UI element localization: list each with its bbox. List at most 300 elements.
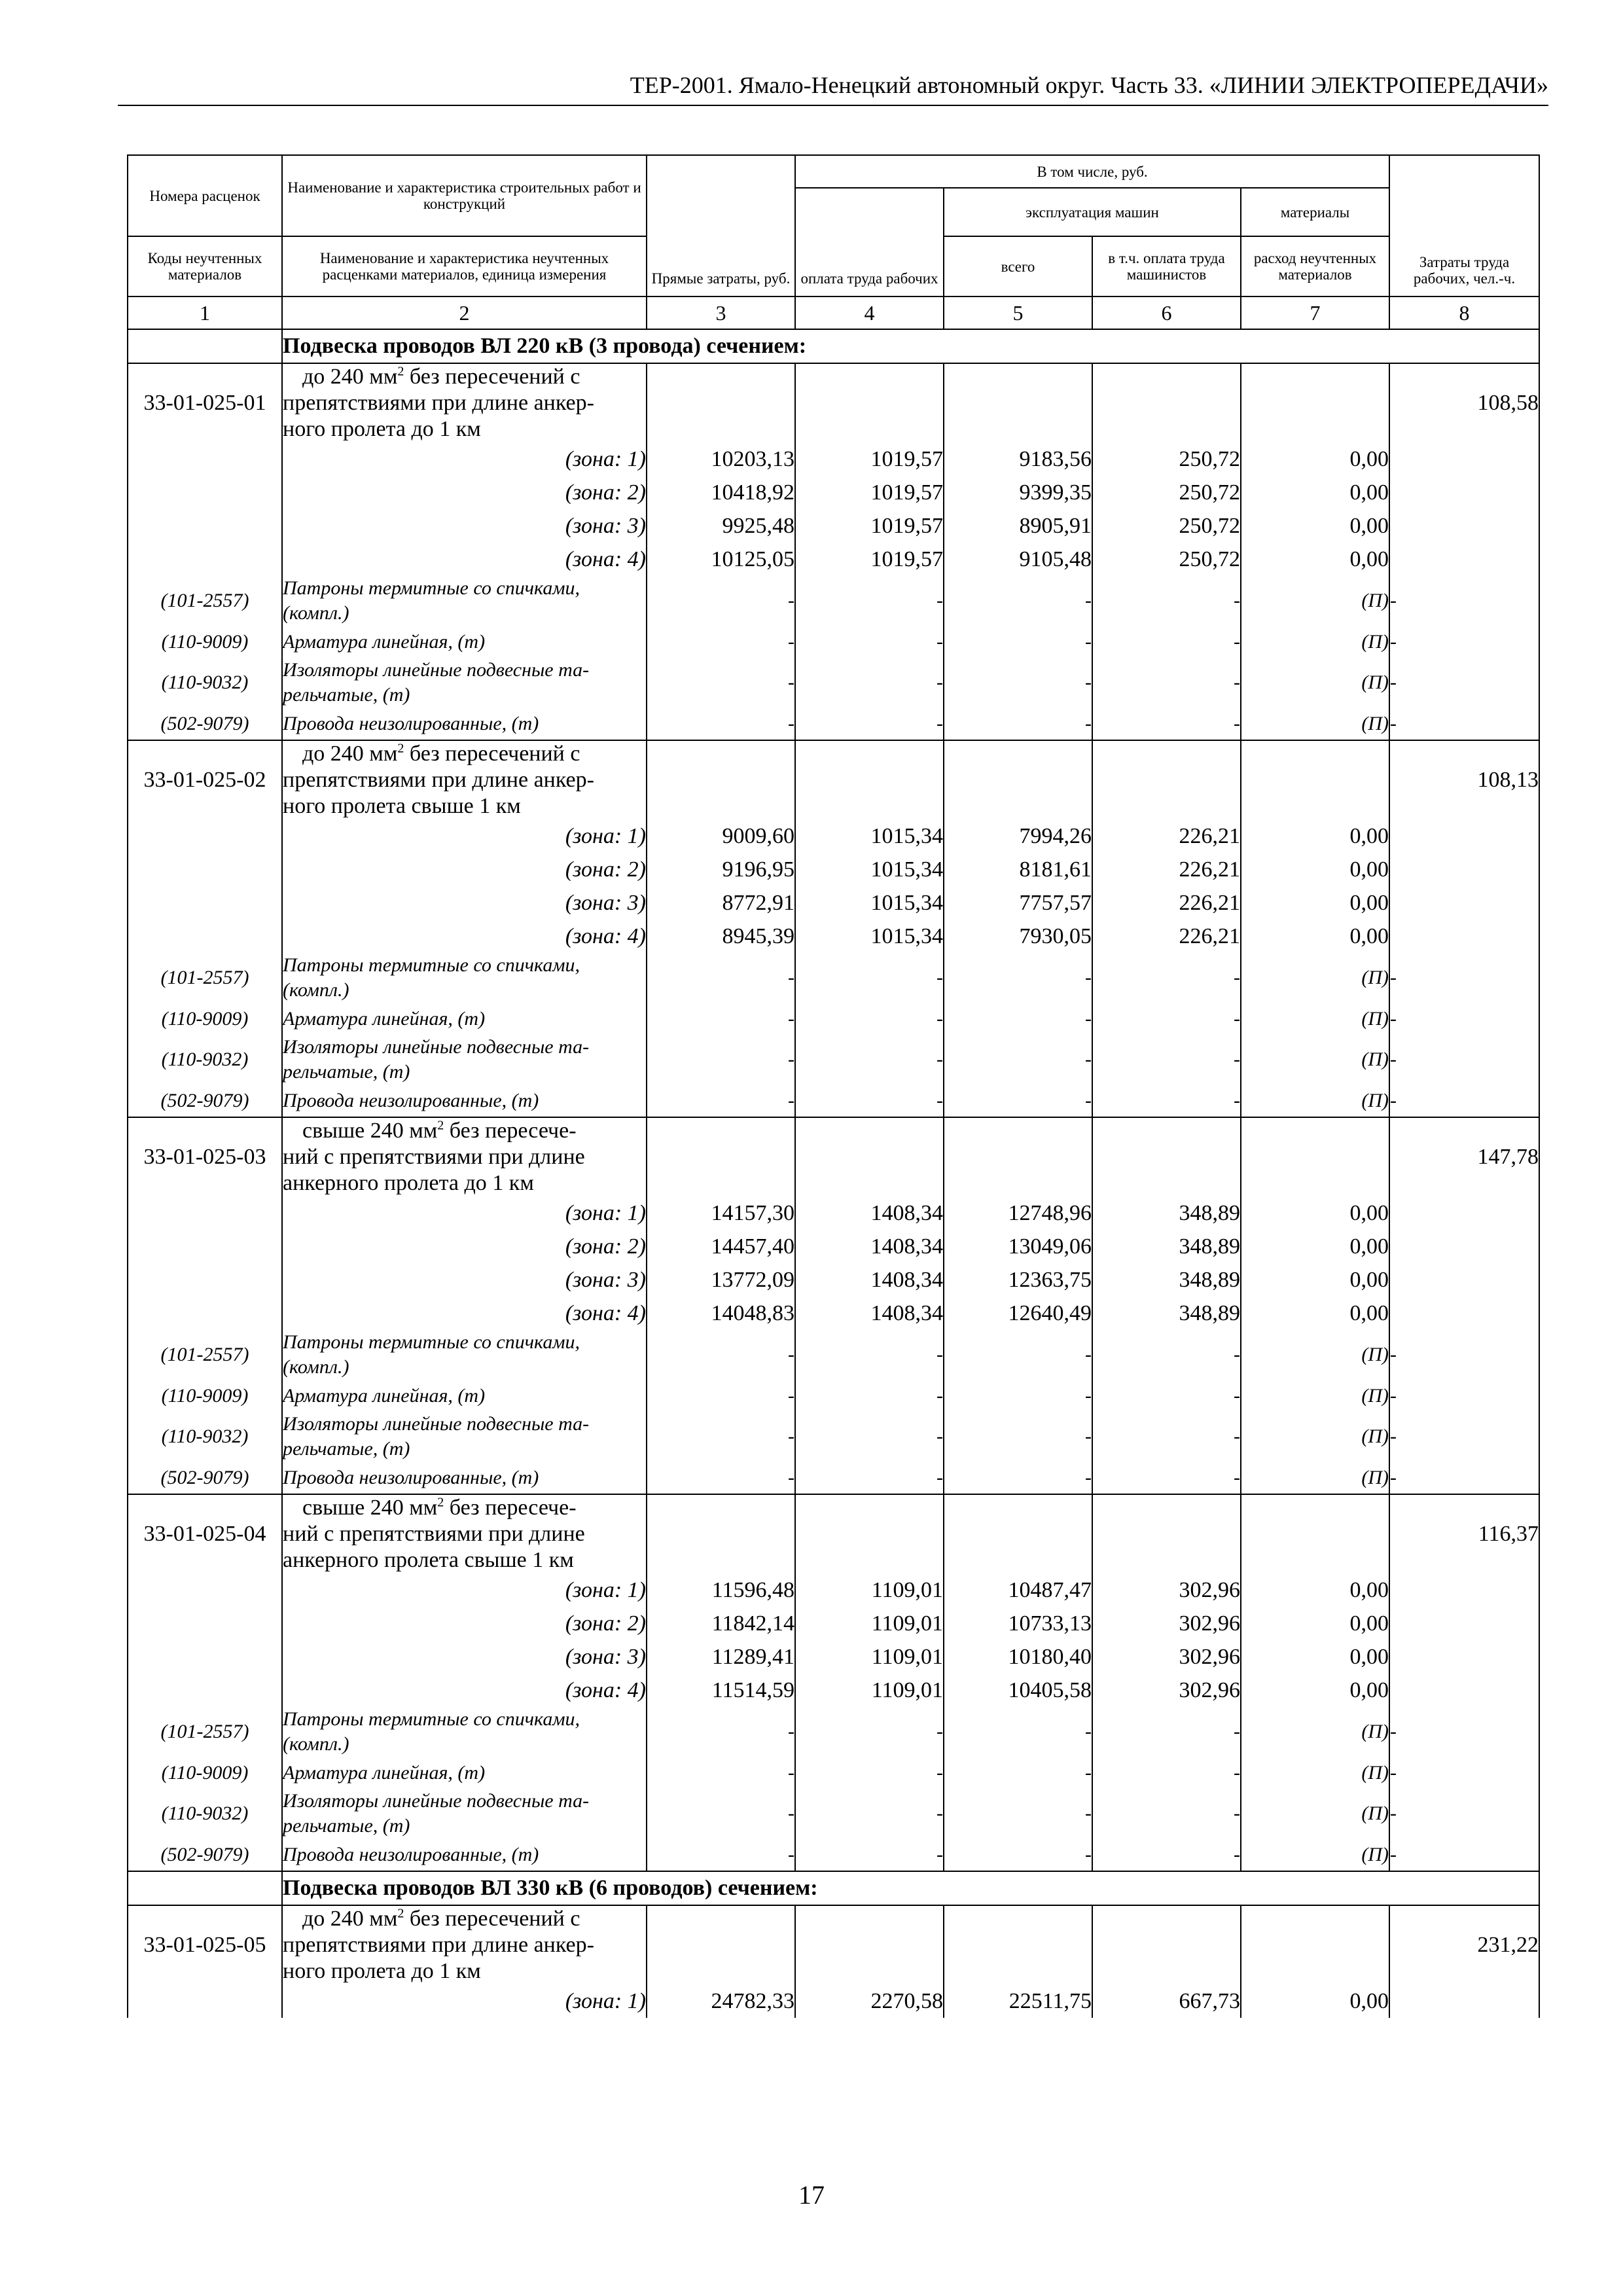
description-text: препятствиями при длине анкер- [283,391,594,415]
superscript: 2 [437,1495,444,1510]
material-description-line: (компл.) [283,1733,349,1755]
material-code: (110-9009) [128,1757,282,1789]
material-row [128,1757,1539,1789]
material-description-line: (компл.) [283,602,349,624]
material-description-line: Арматура линейная, (т) [283,1384,486,1407]
column-number: 8 [1389,296,1539,329]
section-title: Подвеска проводов ВЛ 330 кВ (6 проводов) сечением: [282,1871,1539,1905]
zone-row [128,1230,1539,1263]
direct-costs: 11289,41 [647,1640,795,1674]
machines-total: 7930,05 [944,920,1092,953]
rate-description [282,1905,647,1984]
material-description [282,1380,647,1412]
materials-value: 0,00 [1241,920,1389,953]
zone-row [128,1297,1539,1330]
dash-value: - [1092,1412,1241,1462]
worker-pay: 1109,01 [795,1640,944,1674]
section-left-cell [128,1871,282,1905]
material-row [128,1035,1539,1085]
description-text: ного пролета до 1 км [283,417,481,441]
dash-value: - [1092,1789,1241,1839]
empty-cell [944,1905,1092,1984]
material-description-line: Арматура линейная, (т) [283,1761,486,1784]
empty-cell [128,476,282,509]
empty-cell [1389,1640,1539,1674]
worker-pay: 1015,34 [795,853,944,886]
material-mark: (П) [1241,1707,1389,1757]
rate-row [128,363,1539,442]
material-description [282,1789,647,1839]
material-mark: (П) [1241,1412,1389,1462]
material-code: (502-9079) [128,1085,282,1117]
empty-cell [1241,1905,1389,1984]
machinist-pay: 348,89 [1092,1196,1241,1230]
empty-cell [944,1117,1092,1196]
labor-costs: 108,58 [1389,363,1539,442]
dash-value: - [1092,708,1241,740]
empty-cell [128,853,282,886]
material-code: (110-9009) [128,1380,282,1412]
description-line [283,364,646,390]
direct-costs: 14157,30 [647,1196,795,1230]
empty-cell [128,1984,282,2018]
column-number: 2 [282,296,647,329]
empty-cell [1389,1230,1539,1263]
material-description-line: Арматура линейная, (т) [283,630,486,653]
material-mark: (П) [1241,1380,1389,1412]
zone-label: (зона: 4) [282,1674,647,1707]
column-number: 3 [647,296,795,329]
dash-value: - [1092,1707,1241,1757]
materials-value: 0,00 [1241,509,1389,543]
machines-total: 12748,96 [944,1196,1092,1230]
header-rule [118,105,1548,106]
rate-row [128,1905,1539,1984]
dash-value: - [1389,1330,1539,1380]
zone-row [128,920,1539,953]
material-code: (502-9079) [128,708,282,740]
material-description [282,1330,647,1380]
zone-label: (зона: 4) [282,543,647,576]
direct-costs: 8945,39 [647,920,795,953]
header-code-bottom: Коды неучтенных материалов [128,236,282,296]
material-description [282,708,647,740]
dash-value: - [647,1380,795,1412]
material-mark: (П) [1241,1757,1389,1789]
zone-label: (зона: 3) [282,886,647,920]
worker-pay: 1015,34 [795,920,944,953]
material-row [128,1380,1539,1412]
dash-value: - [1092,1462,1241,1494]
empty-cell [1389,543,1539,576]
labor-costs: 116,37 [1389,1494,1539,1573]
material-row [128,1412,1539,1462]
material-description-line: Арматура линейная, (т) [283,1007,486,1030]
dash-value: - [944,1380,1092,1412]
zone-label: (зона: 4) [282,1297,647,1330]
dash-value: - [647,1707,795,1757]
dash-value: - [795,1412,944,1462]
dash-value: - [944,1462,1092,1494]
zone-row [128,543,1539,576]
header-machinist-pay: в т.ч. оплата труда машинистов [1092,236,1241,296]
material-description-line: Патроны термитные со спичками, [283,1331,580,1353]
description-text: без пересечений с [404,742,580,766]
empty-cell [647,363,795,442]
empty-cell [128,920,282,953]
empty-cell [795,363,944,442]
dash-value: - [795,1085,944,1117]
empty-cell [128,1607,282,1640]
machinist-pay: 226,21 [1092,920,1241,953]
machinist-pay: 226,21 [1092,886,1241,920]
header-machines: эксплуатация машин [944,188,1241,236]
dash-value: - [647,1330,795,1380]
direct-costs: 8772,91 [647,886,795,920]
zone-label: (зона: 2) [282,853,647,886]
dash-value: - [647,1462,795,1494]
material-description [282,953,647,1003]
machines-total: 12640,49 [944,1297,1092,1330]
material-description [282,576,647,626]
empty-cell [1389,1984,1539,2018]
material-description [282,1003,647,1035]
dash-value: - [1092,626,1241,658]
direct-costs: 11596,48 [647,1573,795,1607]
description-text: без пересечений с [404,1907,580,1931]
material-description-line: Провода неизолированные, (т) [283,1089,539,1111]
materials-value: 0,00 [1241,1674,1389,1707]
superscript: 2 [437,1118,444,1133]
materials-value: 0,00 [1241,1607,1389,1640]
material-description-line: Провода неизолированные, (т) [283,712,539,734]
dash-value: - [795,576,944,626]
material-description-line: Патроны термитные со спичками, [283,954,580,976]
empty-cell [1389,1297,1539,1330]
dash-value: - [1092,1085,1241,1117]
zone-row [128,819,1539,853]
dash-value: - [1092,1757,1241,1789]
material-description-line: Патроны термитные со спичками, [283,577,580,599]
description-line [283,390,646,416]
dash-value: - [944,1757,1092,1789]
rate-code: 33-01-025-04 [128,1494,282,1573]
labor-costs: 108,13 [1389,740,1539,819]
rate-description [282,1494,647,1573]
worker-pay: 1408,34 [795,1230,944,1263]
dash-value: - [1092,1035,1241,1085]
zone-row [128,1674,1539,1707]
dash-value: - [944,658,1092,708]
zone-label: (зона: 3) [282,1263,647,1297]
machines-total: 7994,26 [944,819,1092,853]
empty-cell [128,1297,282,1330]
material-row [128,576,1539,626]
empty-cell [1092,1494,1241,1573]
empty-cell [944,1494,1092,1573]
material-description-line: Провода неизолированные, (т) [283,1466,539,1488]
zone-label: (зона: 1) [282,819,647,853]
empty-cell [944,363,1092,442]
description-line [283,1958,646,1984]
dash-value: - [1092,658,1241,708]
empty-cell [128,1674,282,1707]
material-description-line: Изоляторы линейные подвесные та- [283,1790,590,1812]
description-line [283,1932,646,1958]
direct-costs: 9009,60 [647,819,795,853]
description-text: до 240 мм [302,1907,398,1931]
rate-description [282,363,647,442]
empty-cell [128,543,282,576]
zone-label: (зона: 3) [282,1640,647,1674]
description-line [283,416,646,442]
dash-value: - [647,1757,795,1789]
material-description-line: Изоляторы линейные подвесные та- [283,1413,590,1435]
machines-total: 7757,57 [944,886,1092,920]
empty-cell [128,1640,282,1674]
dash-value: - [647,1035,795,1085]
header-materials: материалы [1241,188,1389,236]
worker-pay: 1109,01 [795,1674,944,1707]
zone-row [128,1573,1539,1607]
rate-description [282,1117,647,1196]
description-text: ний с препятствиями при длине [283,1145,585,1169]
empty-cell [1389,886,1539,920]
material-code: (110-9009) [128,626,282,658]
machinist-pay: 250,72 [1092,509,1241,543]
dash-value: - [944,1412,1092,1462]
dash-value: - [1092,1330,1241,1380]
direct-costs: 11514,59 [647,1674,795,1707]
material-row [128,1839,1539,1871]
dash-value: - [795,953,944,1003]
description-line [283,767,646,793]
column-number: 7 [1241,296,1389,329]
worker-pay: 1015,34 [795,886,944,920]
header-materials-unaccounted: расход неучтенных материалов [1241,236,1389,296]
machinist-pay: 250,72 [1092,543,1241,576]
material-description [282,1462,647,1494]
direct-costs: 10203,13 [647,442,795,476]
rate-row [128,1494,1539,1573]
worker-pay: 1019,57 [795,476,944,509]
dash-value: - [944,626,1092,658]
machinist-pay: 348,89 [1092,1230,1241,1263]
description-text: ного пролета до 1 км [283,1959,481,1983]
column-number: 1 [128,296,282,329]
dash-value: - [795,626,944,658]
zone-label: (зона: 1) [282,1984,647,2018]
material-description [282,1412,647,1462]
machines-total: 10733,13 [944,1607,1092,1640]
labor-costs: 147,78 [1389,1117,1539,1196]
material-description-line: рельчатые, (т) [283,1061,410,1083]
rate-row [128,1117,1539,1196]
dash-value: - [647,1412,795,1462]
description-text: без пересече- [444,1119,577,1143]
dash-value: - [795,1380,944,1412]
machinist-pay: 348,89 [1092,1263,1241,1297]
material-mark: (П) [1241,1085,1389,1117]
machinist-pay: 226,21 [1092,853,1241,886]
dash-value: - [795,1330,944,1380]
worker-pay: 1109,01 [795,1607,944,1640]
zone-row [128,1640,1539,1674]
empty-cell [1389,1674,1539,1707]
empty-cell [128,886,282,920]
dash-value: - [1092,1380,1241,1412]
empty-cell [1389,853,1539,886]
zone-row [128,1196,1539,1230]
dash-value: - [944,1085,1092,1117]
material-code: (502-9079) [128,1462,282,1494]
section-left-cell [128,329,282,363]
description-text: препятствиями при длине анкер- [283,768,594,792]
dash-value: - [1389,576,1539,626]
dash-value: - [1389,1380,1539,1412]
description-text: до 240 мм [302,742,398,766]
description-line [283,793,646,819]
material-code: (110-9009) [128,1003,282,1035]
dash-value: - [647,1789,795,1839]
dash-value: - [1389,1789,1539,1839]
zone-row [128,886,1539,920]
empty-cell [1389,920,1539,953]
material-description-line: (компл.) [283,1356,349,1378]
dash-value: - [1389,1085,1539,1117]
machines-total: 9399,35 [944,476,1092,509]
header-worker-pay: оплата труда рабочих [795,188,944,296]
empty-cell [795,1117,944,1196]
machinist-pay: 348,89 [1092,1297,1241,1330]
header-name-top: Наименование и характеристика строительных работ и конструкций [282,155,647,236]
rate-description [282,740,647,819]
material-description-line: рельчатые, (т) [283,1815,410,1837]
empty-cell [1092,740,1241,819]
material-mark: (П) [1241,1789,1389,1839]
section-title-row [128,1871,1539,1905]
superscript: 2 [397,741,404,756]
empty-cell [1092,1117,1241,1196]
column-number: 6 [1092,296,1241,329]
machines-total: 8181,61 [944,853,1092,886]
dash-value: - [1389,1412,1539,1462]
materials-value: 0,00 [1241,853,1389,886]
empty-cell [647,1494,795,1573]
dash-value: - [647,1839,795,1871]
material-description-line: рельчатые, (т) [283,684,410,706]
material-row [128,1789,1539,1839]
material-description-line: (компл.) [283,979,349,1001]
description-line [283,1144,646,1170]
machines-total: 22511,75 [944,1984,1092,2018]
material-mark: (П) [1241,576,1389,626]
materials-value: 0,00 [1241,1230,1389,1263]
zone-row [128,853,1539,886]
dash-value: - [1389,1707,1539,1757]
page-number: 17 [798,2180,825,2210]
machinist-pay: 250,72 [1092,476,1241,509]
machines-total: 10405,58 [944,1674,1092,1707]
dash-value: - [1389,708,1539,740]
material-code: (101-2557) [128,1707,282,1757]
material-code: (110-9032) [128,1412,282,1462]
rate-row [128,740,1539,819]
zone-label: (зона: 3) [282,509,647,543]
zone-row [128,1984,1539,2018]
empty-cell [128,1230,282,1263]
dash-value: - [647,1085,795,1117]
zone-label: (зона: 2) [282,1607,647,1640]
dash-value: - [1389,626,1539,658]
material-description [282,1085,647,1117]
dash-value: - [1092,1839,1241,1871]
direct-costs: 11842,14 [647,1607,795,1640]
direct-costs: 10418,92 [647,476,795,509]
dash-value: - [1092,1003,1241,1035]
description-text: без пересече- [444,1496,577,1520]
empty-cell [795,740,944,819]
machinist-pay: 302,96 [1092,1674,1241,1707]
machinist-pay: 302,96 [1092,1573,1241,1607]
machinist-pay: 226,21 [1092,819,1241,853]
empty-cell [1389,1573,1539,1607]
column-number: 5 [944,296,1092,329]
zone-row [128,442,1539,476]
dash-value: - [1389,1035,1539,1085]
material-description-line: Изоляторы линейные подвесные та- [283,659,590,681]
material-row [128,626,1539,658]
empty-cell [1389,442,1539,476]
description-text: свыше 240 мм [302,1119,438,1143]
dash-value: - [944,1035,1092,1085]
header-including: В том числе, руб. [795,155,1389,188]
materials-value: 0,00 [1241,1984,1389,2018]
running-header: ТЕР-2001. Ямало-Ненецкий автономный округ. Часть 33. «ЛИНИИ ЭЛЕКТРОПЕРЕДАЧИ» [630,72,1548,98]
material-mark: (П) [1241,953,1389,1003]
direct-costs: 10125,05 [647,543,795,576]
empty-cell [1389,476,1539,509]
empty-cell [128,509,282,543]
empty-cell [128,1196,282,1230]
direct-costs: 24782,33 [647,1984,795,2018]
zone-row [128,1607,1539,1640]
material-description [282,626,647,658]
dash-value: - [647,658,795,708]
description-line [283,1495,646,1521]
material-mark: (П) [1241,658,1389,708]
empty-cell [128,1573,282,1607]
dash-value: - [795,1707,944,1757]
column-number-row [128,296,1539,329]
header-machines-total: всего [944,236,1092,296]
material-description [282,1757,647,1789]
materials-value: 0,00 [1241,1196,1389,1230]
materials-value: 0,00 [1241,1297,1389,1330]
superscript: 2 [397,1906,404,1921]
description-text: анкерного пролета до 1 км [283,1171,534,1195]
dash-value: - [795,1035,944,1085]
description-line [283,1521,646,1547]
dash-value: - [795,1789,944,1839]
empty-cell [1241,363,1389,442]
direct-costs: 14457,40 [647,1230,795,1263]
empty-cell [647,1905,795,1984]
empty-cell [1241,1494,1389,1573]
material-mark: (П) [1241,1330,1389,1380]
empty-cell [795,1494,944,1573]
material-row [128,1085,1539,1117]
